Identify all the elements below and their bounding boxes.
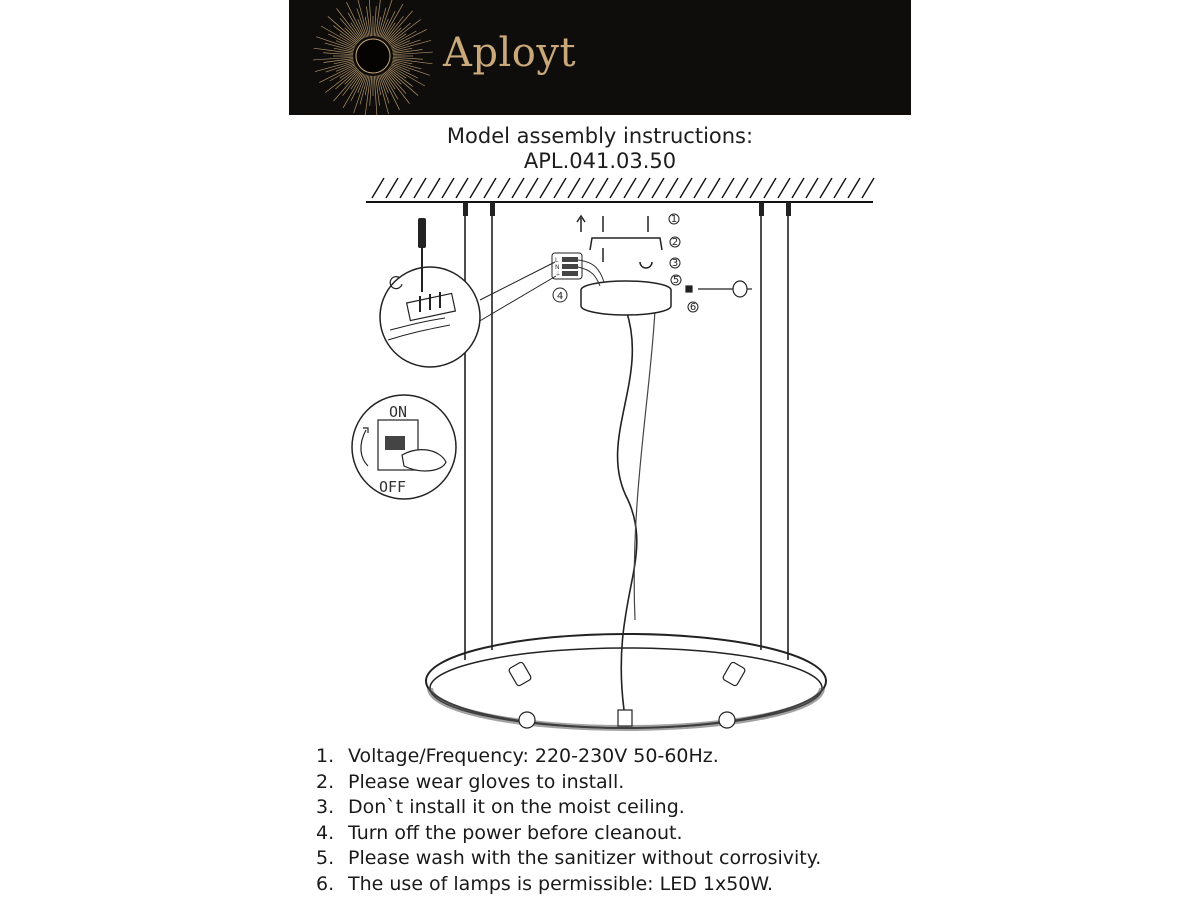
canopy xyxy=(581,281,671,315)
wall-plug-detail xyxy=(686,281,752,297)
mounting-bracket xyxy=(577,216,662,268)
terminal-ground: ⏚ xyxy=(555,271,562,278)
switch-off-label: OFF xyxy=(379,478,407,496)
switch-on-label: ON xyxy=(389,403,408,421)
list-item: 6. The use of lamps is permissible: LED 1x50W. xyxy=(316,872,774,895)
page-title: Model assembly instructions: xyxy=(446,124,754,148)
list-item: 3. Don`t install it on the moist ceiling. xyxy=(316,796,685,818)
model-number: APL.041.03.50 xyxy=(523,149,677,173)
step-3-label: 3 xyxy=(671,258,679,269)
step-2-label: 2 xyxy=(671,237,679,248)
safety-notes-list xyxy=(316,744,821,897)
terminal-block xyxy=(552,253,604,286)
list-item: 2. Please wear gloves to install. xyxy=(316,770,625,793)
step-6-label: 6 xyxy=(689,302,697,313)
list-item: 4. Turn off the power before cleanout. xyxy=(316,821,683,844)
ceiling-anchors xyxy=(463,202,791,216)
terminal-n: N xyxy=(555,264,560,271)
brand-logo: Aployt xyxy=(443,30,577,76)
step-1-label: 1 xyxy=(670,214,678,225)
list-item: 5. Please wash with the sanitizer without corrosivity. xyxy=(316,847,822,869)
step-4-label: 4 xyxy=(556,291,564,302)
wiring-detail-callout xyxy=(380,267,480,367)
pendant-ring xyxy=(426,634,826,728)
step-5-label: 5 xyxy=(672,275,680,286)
terminal-l: L xyxy=(555,257,559,264)
ceiling xyxy=(366,178,874,202)
power-cord xyxy=(618,310,637,710)
list-item: 1. Voltage/Frequency: 220-230V 50-60Hz. xyxy=(316,745,719,767)
